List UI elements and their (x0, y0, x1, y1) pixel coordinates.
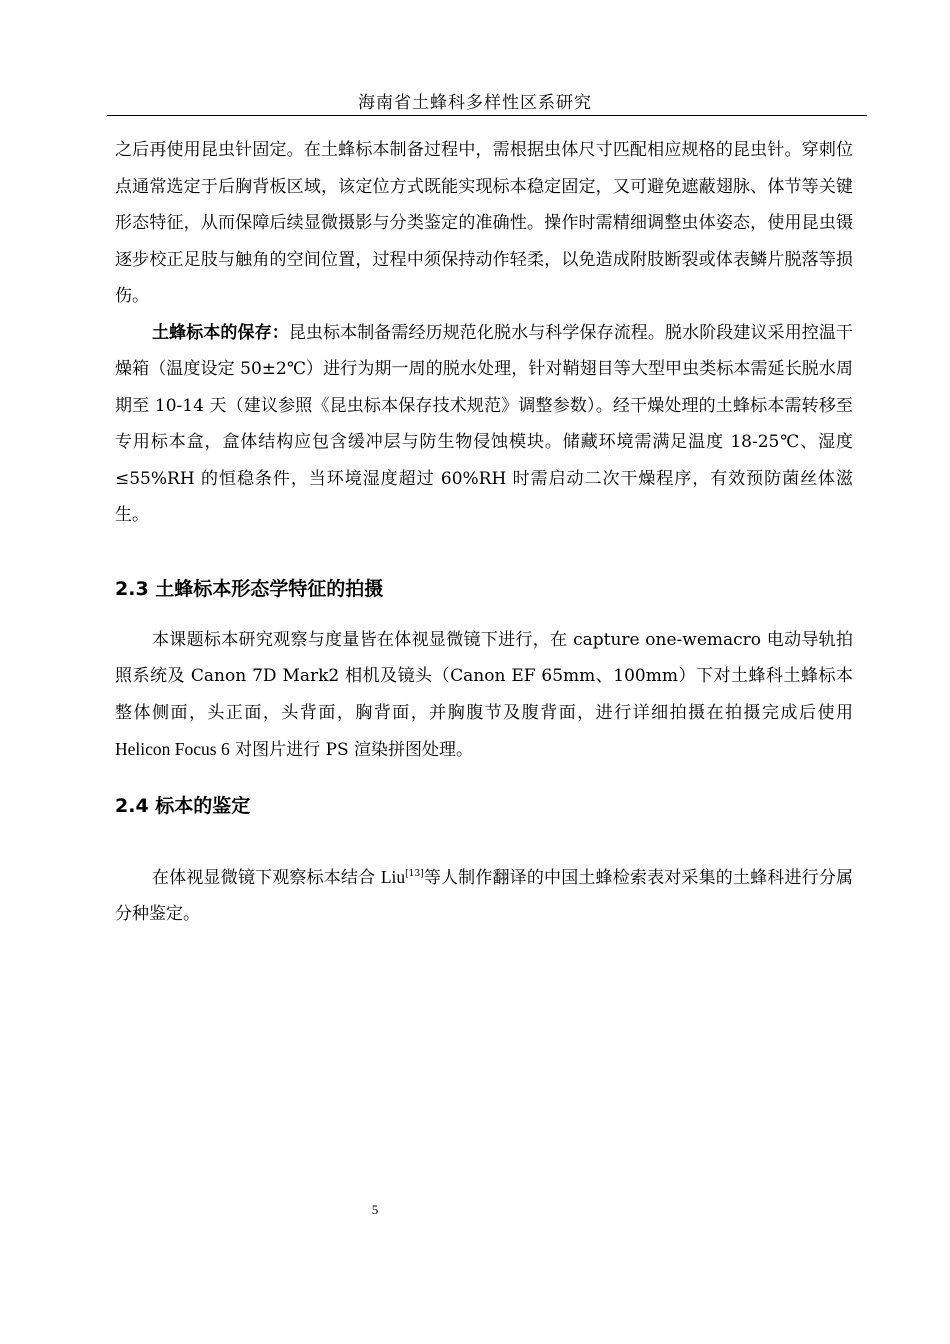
identification-text-a: 在体视显微镜下观察标本结合 (152, 867, 381, 888)
photography-text-a: 本课题标本研究观察与度量皆在体视显微镜下进行，在 capture one-wemacro 电动导轨拍照系统及 Canon 7D Mark2 相机及镜头（Canon EF 65mm、100mm）下对土蜂科土蜂标本整体侧面，头正面，头背面，胸背面，并胸腹节及腹背面，进行详细拍摄在拍摄完成后使用 (115, 629, 853, 723)
section-spacer (115, 534, 853, 574)
paragraph-lead-term: 土蜂标本的保存： (152, 322, 289, 343)
photography-text-b: 对图片进行 PS 渲染拼图处理。 (229, 740, 474, 760)
paragraph-photography-method (115, 622, 853, 769)
software-name: Helicon Focus 6 (115, 739, 230, 759)
section-spacer (115, 769, 853, 791)
page-number: 5 (371, 1202, 379, 1217)
header-divider (107, 115, 867, 116)
identification-text-b: 等人制作翻译的中国土蜂检索表对采集的土蜂科进行分属分种鉴定。 (115, 867, 853, 924)
heading-spacer (115, 821, 853, 859)
page-body (115, 132, 853, 933)
header-title: 海南省土蜂科多样性区系研究 (358, 93, 592, 113)
paragraph-identification (115, 859, 853, 933)
paragraph-preservation-text: 昆虫标本制备需经历规范化脱水与科学保存流程。脱水阶段建议采用控温干燥箱（温度设定 50±2℃）进行为期一周的脱水处理，针对鞘翅目等大型甲虫类标本需延长脱水周期至 10-14 天（建议参照《昆虫标本保存技术规范》调整参数）。经干燥处理的土蜂标本需转移至专用标本盒，盒体结构应包含缓冲层与防生物侵蚀模块。储藏环境需满足温度 18-25℃、湿度≤55%RH 的恒稳条件，当环境湿度超过 60%RH 时需启动二次干燥程序，有效预防菌丝体滋生。 (115, 322, 854, 525)
citation-author: Liu (380, 866, 406, 887)
section-heading-2-4: 2.4 标本的鉴定 (115, 794, 251, 817)
section-heading-2-3: 2.3 土蜂标本形态学特征的拍摄 (115, 577, 384, 600)
heading-spacer (115, 604, 853, 622)
paragraph-specimen-pinning: 之后再使用昆虫针固定。在土蜂标本制备过程中，需根据虫体尺寸匹配相应规格的昆虫针。穿刺位点通常选定于后胸背板区域，该定位方式既能实现标本稳定固定，又可避免遮蔽翅脉、体节等关键形态特征，从而保障后续显微摄影与分类鉴定的准确性。操作时需精细调整虫体姿态，使用昆虫镊逐步校正足肢与触角的空间位置，过程中须保持动作轻柔，以免造成附肢断裂或体表鳞片脱落等损伤。 (115, 140, 853, 306)
paragraph-specimen-preservation (115, 315, 853, 534)
citation-reference: [13] (405, 868, 424, 879)
